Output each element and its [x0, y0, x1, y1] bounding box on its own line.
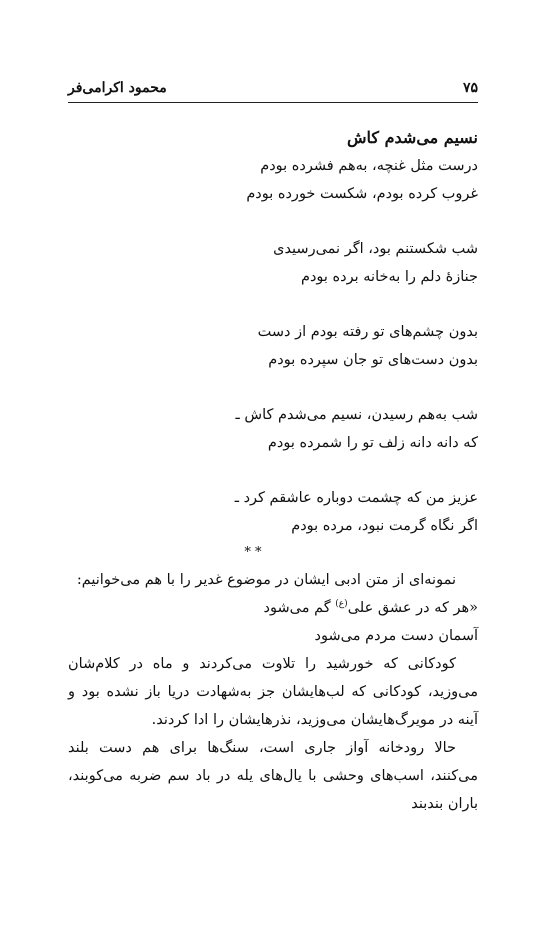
honorific-superscript: (ع) [335, 599, 348, 610]
page-header [68, 80, 478, 103]
verse-line: بدون دست‌های تو جان سپرده بودم [268, 352, 478, 368]
section-separator: * * [244, 545, 262, 560]
poem-title: نسیم می‌شدم کاش [347, 128, 478, 147]
verse-line: جنازهٔ دلم را به‌خانه برده بودم [300, 269, 478, 285]
running-head-author: محمود اکرامی‌فر [68, 80, 167, 96]
quote-line [68, 594, 478, 622]
quote-text: گم می‌شود [263, 600, 336, 616]
quote-text: «هر که در عشق علی [347, 600, 478, 616]
verse-line: اگر نگاه گرمت نبود، مرده بودم [291, 518, 478, 534]
stanza [68, 235, 478, 291]
verse-line: عزیز من که چشمت دوباره عاشقم کرد ـ [234, 490, 478, 506]
verse-line: غروب کرده بودم، شکست خورده بودم [246, 186, 478, 202]
stanza-gap [68, 208, 478, 235]
body-paragraph: حالا رودخانه آواز جاری است، سنگ‌ها برای هم دست بلند می‌کنند، اسب‌های وحشی با یال‌های یله در باد سم ضربه می‌کوبند، باران بندبند [68, 740, 478, 812]
body-paragraph: کودکانی که خورشید را تلاوت می‌کردند و ماه در کلام‌شان می‌وزید، کودکانی که لب‌هایشان جز به‌شهادت دریا باز نشده بود و آینه در مویرگ‌هایشان می‌وزید، نذرهایشان را ادا کردند. [68, 656, 478, 728]
verse-line: که دانه دانه زلف تو را شمرده بودم [267, 435, 478, 451]
quote-line: آسمان دست مردم می‌شود [314, 628, 478, 644]
stanza [68, 401, 478, 457]
page-number: ۷۵ [462, 80, 478, 96]
verse-line: درست مثل غنچه، به‌هم فشرده بودم [260, 158, 478, 174]
intro-paragraph: نمونه‌ای از متن ادبی ایشان در موضوع غدیر را با هم می‌خوانیم: [76, 572, 456, 588]
stanza [68, 318, 478, 374]
stanza-gap [68, 291, 478, 318]
verse-line: بدون چشم‌های تو رفته بودم از دست [257, 324, 478, 340]
stanza-gap [68, 374, 478, 401]
stanza [68, 152, 478, 208]
stanza [68, 484, 478, 540]
verse-line: شب به‌هم رسیدن، نسیم می‌شدم کاش ـ [235, 407, 478, 423]
stanza-gap [68, 457, 478, 484]
page-content [68, 124, 478, 818]
verse-line: شب شکستنم بود، اگر نمی‌رسیدی [273, 241, 478, 257]
